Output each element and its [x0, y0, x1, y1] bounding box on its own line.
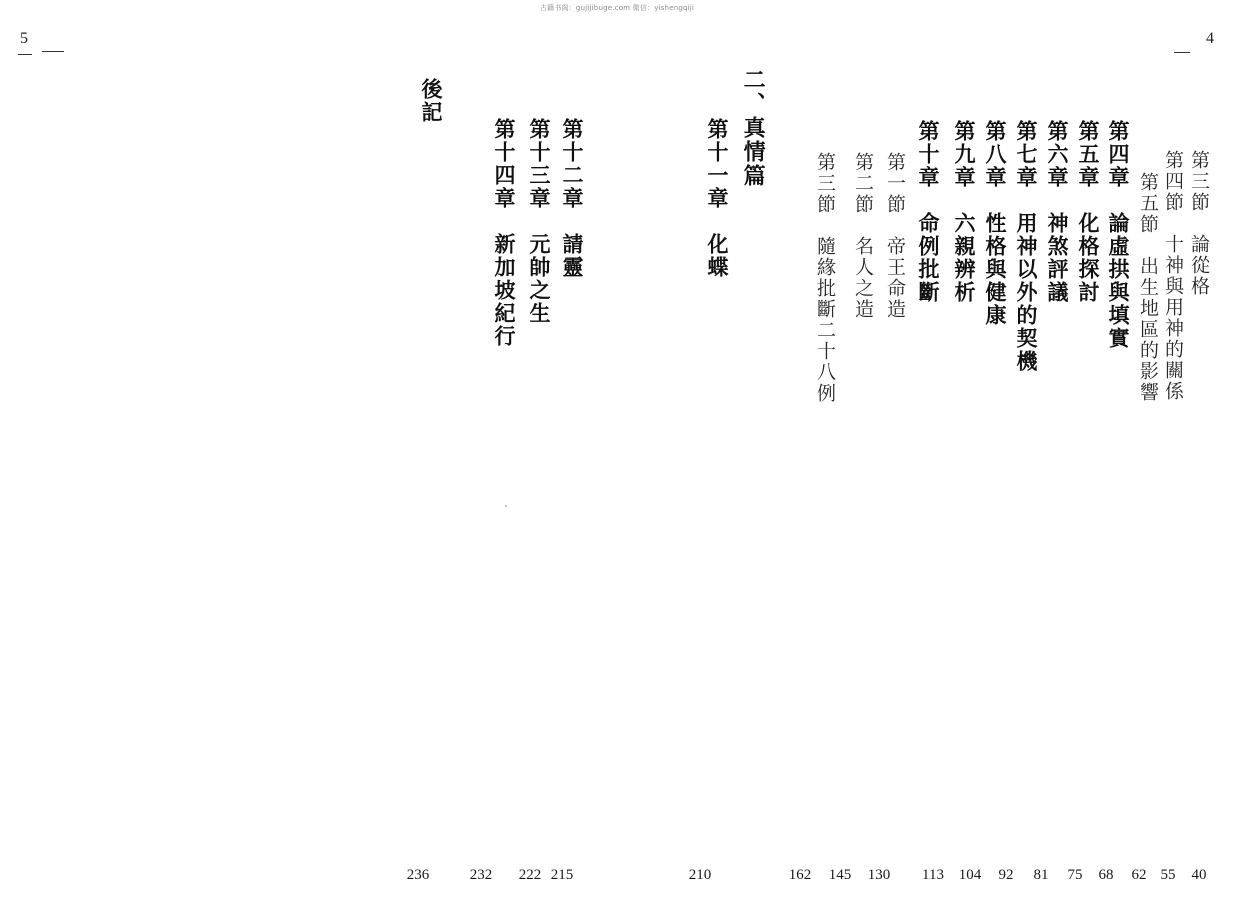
- toc-entry-page-number: 222: [518, 867, 542, 883]
- toc-entry-page-number: 62: [1131, 867, 1147, 883]
- toc-entry-page-number: 236: [406, 867, 430, 883]
- toc-entry[interactable]: 二、真情篇: [740, 68, 767, 188]
- toc-entry[interactable]: 第四節 十神與用神的關係: [1161, 150, 1184, 402]
- toc-entry[interactable]: 第三節 隨緣批斷二十八例: [813, 152, 836, 404]
- folio-rule-left-1: [18, 54, 32, 55]
- toc-entry[interactable]: 第七章 用神以外的契機: [1014, 120, 1040, 373]
- toc-entry[interactable]: 第五節 出生地區的影響: [1136, 172, 1159, 403]
- toc-entry-page-number: 210: [688, 867, 712, 883]
- toc-entry[interactable]: 第十一章 化蝶: [705, 118, 731, 279]
- toc-entry-page-number: 232: [469, 867, 493, 883]
- toc-entry[interactable]: 後記: [419, 78, 445, 124]
- folio-rule-left-2: [42, 51, 64, 52]
- folio-rule-right-1: [1174, 52, 1190, 53]
- toc-entry-page-number: 104: [958, 867, 982, 883]
- toc-entry-page-number: 92: [998, 867, 1014, 883]
- toc-entry-page-number: 81: [1033, 867, 1049, 883]
- toc-entry-page-number: 130: [867, 867, 891, 883]
- toc-entry[interactable]: 第十章 命例批斷: [916, 120, 942, 304]
- folio-page-right: 4: [1206, 30, 1214, 47]
- toc-entry-page-number: 215: [550, 867, 574, 883]
- toc-entry-page-number: 75: [1067, 867, 1083, 883]
- toc-entry-page-number: 113: [922, 867, 944, 883]
- toc-entry[interactable]: 第八章 性格與健康: [983, 120, 1009, 327]
- toc-entry[interactable]: 第三節 論從格: [1187, 150, 1210, 297]
- page-speck: [505, 505, 507, 507]
- toc-entry-page-number: 145: [828, 867, 852, 883]
- toc-entry-page-number: 68: [1098, 867, 1114, 883]
- folio-page-left: 5: [20, 30, 28, 47]
- toc-entry[interactable]: 第十四章 新加坡紀行: [492, 118, 518, 348]
- toc-entry[interactable]: 第十三章 元帥之生: [527, 118, 553, 325]
- toc-entry[interactable]: 第二節 名人之造: [851, 152, 874, 320]
- toc-entry-page-number: 55: [1160, 867, 1176, 883]
- toc-entry[interactable]: 第十二章 請靈: [560, 118, 586, 279]
- toc-entry[interactable]: 第六章 神煞評議: [1045, 120, 1071, 304]
- toc-entry[interactable]: 第五章 化格探討: [1076, 120, 1102, 304]
- toc-entry-page-number: 40: [1191, 867, 1207, 883]
- watermark-text: 古籍书阁：gujijibuge.com 微信：yishengqiji: [539, 4, 695, 12]
- toc-entry[interactable]: 第四章 論虛拱與填實: [1106, 120, 1132, 350]
- toc-entry[interactable]: 第一節 帝王命造: [883, 152, 906, 320]
- toc-entry-page-number: 162: [788, 867, 812, 883]
- toc-entry[interactable]: 第九章 六親辨析: [952, 120, 978, 304]
